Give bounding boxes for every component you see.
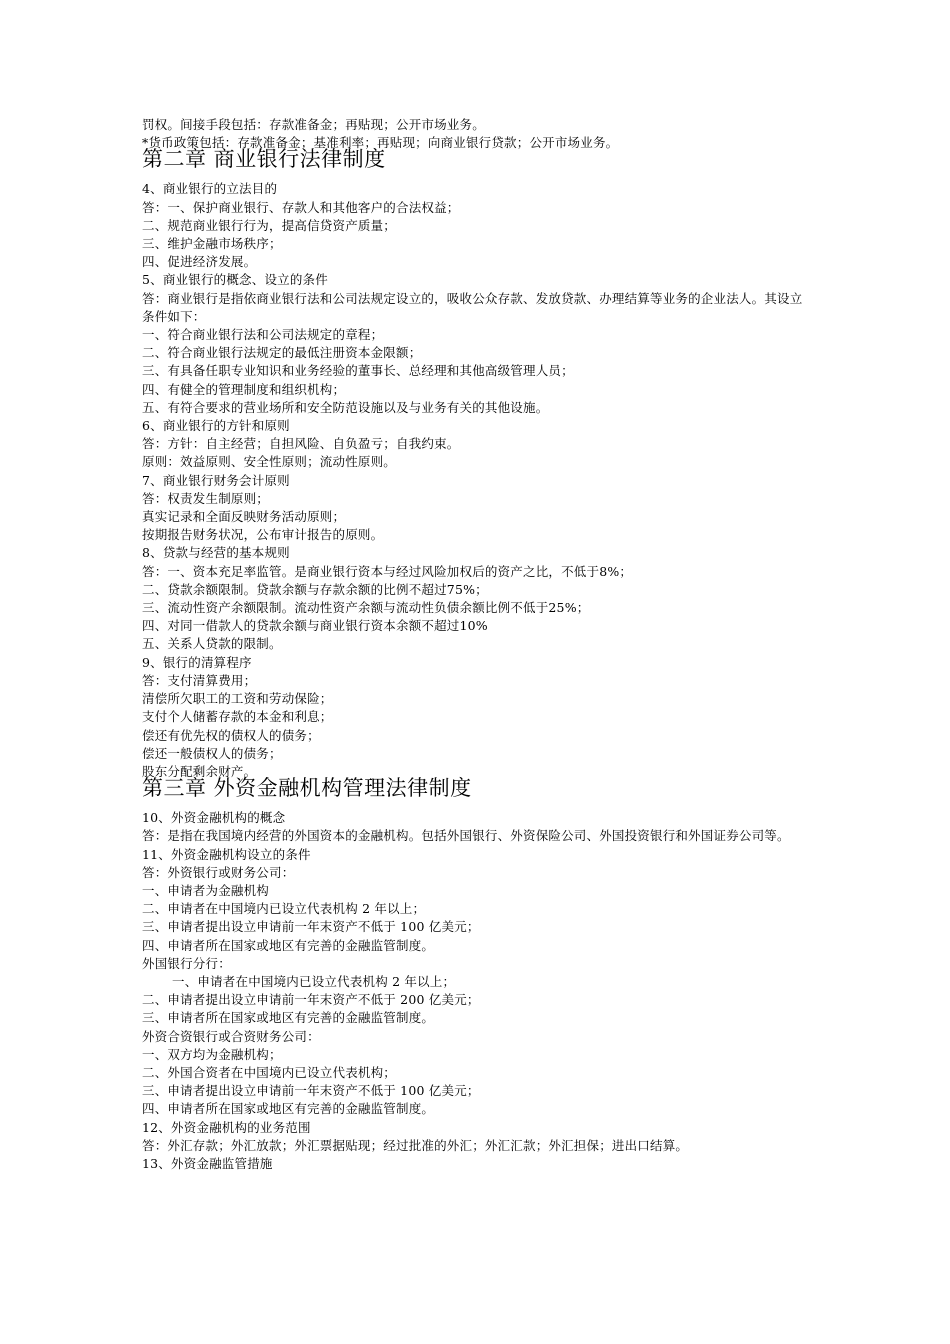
intro-line-2: *货币政策包括：存款准备金；基准利率；再贴现；向商业银行贷款；公开市场业务。 — [142, 135, 619, 151]
answer-line: 答：外汇存款；外汇放款；外汇票据贴现；经过批准的外汇；外汇汇款；外汇担保；进出口结算。 — [142, 1137, 689, 1153]
answer-line: 三、流动性资产余额限制。流动性资产余额与流动性负债余额比例不低于25%； — [142, 600, 590, 616]
chapter-2-heading: 第二章 商业银行法律制度 — [142, 147, 386, 172]
intro-line-1: 罚权。间接手段包括：存款准备金；再贴现；公开市场业务。 — [142, 117, 485, 132]
question-8-title: 8、贷款与经营的基本规则 — [142, 545, 290, 561]
answer-line: 二、申请者提出设立申请前一年末资产不低于 200 亿美元； — [142, 992, 480, 1008]
answer-line: 一、申请者为金融机构 — [142, 882, 270, 898]
answer-line: 股东分配剩余财产。 — [142, 763, 257, 779]
document-page — [142, 116, 822, 1173]
answer-paragraph: 答：商业银行是指依商业银行法和公司法规定设立的，吸收公众存款、发放贷款、办理结算等业务的企业法人。其设立条件如下： — [142, 290, 803, 324]
answer-line: 支付个人储蓄存款的本金和利息； — [142, 709, 333, 725]
question-13-block — [142, 1155, 822, 1173]
answer-line: 四、促进经济发展。 — [142, 254, 257, 270]
answer-line: 答：权责发生制原则； — [142, 490, 270, 506]
question-11-block — [142, 846, 822, 1119]
answer-line: 答：外资银行或财务公司： — [142, 864, 295, 880]
answer-line: 外资合资银行或合资财务公司： — [142, 1028, 320, 1044]
question-13-title: 13、外资金融监管措施 — [142, 1155, 273, 1171]
answer-line: 一、双方均为金融机构； — [142, 1046, 282, 1062]
chapter-3-heading: 第三章 外资金融机构管理法律制度 — [142, 776, 472, 801]
answer-line: 二、符合商业银行法规定的最低注册资本金限额； — [142, 345, 422, 361]
answer-line: 三、有具备任职专业知识和业务经验的董事长、总经理和其他高级管理人员； — [142, 363, 574, 379]
question-5-title: 5、商业银行的概念、设立的条件 — [142, 272, 328, 288]
answer-line: 四、对同一借款人的贷款余额与商业银行资本余额不超过10% — [142, 618, 488, 634]
question-9-block — [142, 654, 822, 781]
answer-line: 答：一、保护商业银行、存款人和其他客户的合法权益； — [142, 199, 460, 215]
answer-line: 答：支付清算费用； — [142, 672, 257, 688]
answer-line: 四、申请者所在国家或地区有完善的金融监管制度。 — [142, 937, 435, 953]
question-4-title: 4、商业银行的立法目的 — [142, 181, 278, 197]
question-6-block — [142, 417, 822, 472]
question-10-block — [142, 809, 822, 845]
answer-line: 四、有健全的管理制度和组织机构； — [142, 381, 346, 397]
question-8-block — [142, 544, 822, 653]
answer-line: 按期报告财务状况，公布审计报告的原则。 — [142, 527, 384, 543]
answer-line: 三、申请者提出设立申请前一年末资产不低于 100 亿美元； — [142, 1083, 480, 1099]
answer-line: 偿还有优先权的债权人的债务； — [142, 727, 320, 743]
question-12-block — [142, 1119, 822, 1155]
answer-line: 二、贷款余额限制。贷款余额与存款余额的比例不超过75%； — [142, 581, 488, 597]
answer-line: 二、规范商业银行行为，提高信贷资产质量； — [142, 217, 397, 233]
question-9-title: 9、银行的清算程序 — [142, 654, 252, 670]
answer-line: 外国银行分行： — [142, 955, 231, 971]
question-7-title: 7、商业银行财务会计原则 — [142, 472, 290, 488]
answer-line: 二、申请者在中国境内已设立代表机构 2 年以上； — [142, 901, 426, 917]
question-5-block — [142, 271, 822, 417]
answer-line: 真实记录和全面反映财务活动原则； — [142, 509, 346, 525]
answer-paragraph: 答：是指在我国境内经营的外国资本的金融机构。包括外国银行、外资保险公司、外国投资银行和外国证券公司等。 — [142, 828, 790, 844]
answer-line: 五、关系人贷款的限制。 — [142, 636, 282, 652]
question-12-title: 12、外资金融机构的业务范围 — [142, 1119, 311, 1135]
answer-line: 清偿所欠职工的工资和劳动保险； — [142, 691, 333, 707]
answer-line: 三、申请者提出设立申请前一年末资产不低于 100 亿美元； — [142, 919, 480, 935]
question-10-title: 10、外资金融机构的概念 — [142, 810, 286, 826]
answer-line: 答：方针：自主经营；自担风险、自负盈亏；自我约束。 — [142, 436, 460, 452]
question-6-title: 6、商业银行的方针和原则 — [142, 418, 290, 434]
question-7-block — [142, 472, 822, 545]
answer-line: 二、外国合资者在中国境内已设立代表机构； — [142, 1064, 397, 1080]
answer-line: 三、维护金融市场秩序； — [142, 236, 282, 252]
answer-line: 原则：效益原则、安全性原则；流动性原则。 — [142, 454, 397, 470]
answer-line: 四、申请者所在国家或地区有完善的金融监管制度。 — [142, 1101, 435, 1117]
answer-line: 偿还一般债权人的债务； — [142, 745, 282, 761]
answer-line: 一、符合商业银行法和公司法规定的章程； — [142, 327, 384, 343]
answer-line: 三、申请者所在国家或地区有完善的金融监管制度。 — [142, 1010, 435, 1026]
answer-line: 答：一、资本充足率监管。是商业银行资本与经过风险加权后的资产之比，不低于8%； — [142, 563, 633, 579]
question-11-title: 11、外资金融机构设立的条件 — [142, 846, 311, 862]
answer-line: 五、有符合要求的营业场所和安全防范设施以及与业务有关的其他设施。 — [142, 399, 549, 415]
answer-line-indented: 一、申请者在中国境内已设立代表机构 2 年以上； — [172, 973, 456, 989]
question-4-block — [142, 180, 822, 271]
